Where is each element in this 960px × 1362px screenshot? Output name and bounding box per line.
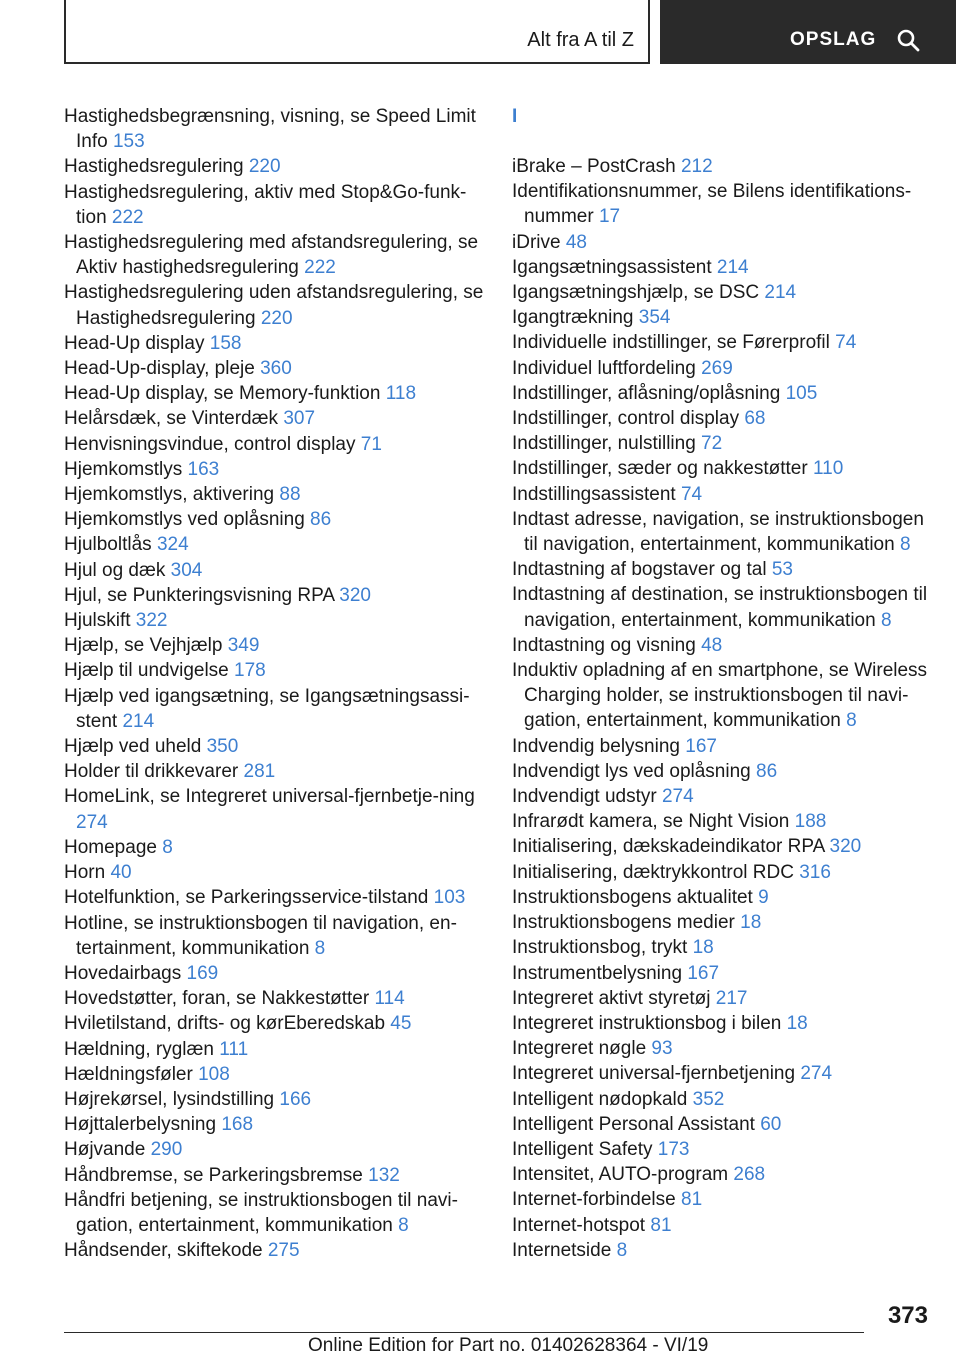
index-entry-text: Indstillinger, sæder og nakkestøtter bbox=[512, 458, 808, 480]
index-entry bbox=[64, 658, 484, 683]
tab-opslag[interactable] bbox=[660, 0, 956, 64]
index-entry-text: Integreret universal-fjernbetjening bbox=[512, 1063, 796, 1085]
page-link[interactable]: 48 bbox=[701, 634, 723, 656]
index-entry bbox=[64, 1188, 484, 1238]
index-entry bbox=[512, 658, 932, 734]
index-entry bbox=[512, 633, 932, 658]
index-entry-text: Head-Up-display, pleje bbox=[64, 358, 255, 380]
page-link[interactable]: 274 bbox=[800, 1063, 833, 1085]
index-entry bbox=[64, 558, 484, 583]
index-entry-text: Hjemkomstlys ved oplåsning bbox=[64, 509, 305, 531]
index-entry bbox=[512, 1061, 932, 1086]
index-entry-text: Intelligent Personal Assistant bbox=[512, 1113, 755, 1135]
index-entry bbox=[64, 1011, 484, 1036]
index-entry bbox=[512, 809, 932, 834]
index-entry bbox=[64, 532, 484, 557]
index-entry bbox=[64, 482, 484, 507]
page-link[interactable]: 105 bbox=[785, 382, 818, 404]
page-link[interactable]: 86 bbox=[310, 509, 332, 531]
page-link[interactable]: 214 bbox=[764, 282, 797, 304]
index-entry bbox=[512, 961, 932, 986]
index-entry-text: Hjul, se Punkteringsvisning RPA bbox=[64, 584, 334, 606]
index-entry bbox=[512, 1011, 932, 1036]
index-entry-text: Instruktionsbogens medier bbox=[512, 912, 735, 934]
page-link[interactable]: 68 bbox=[744, 408, 766, 430]
page-link[interactable]: 320 bbox=[339, 584, 371, 606]
page-link[interactable]: 307 bbox=[283, 408, 316, 430]
index-entry-text: iDrive bbox=[512, 231, 561, 253]
page-link[interactable]: 269 bbox=[701, 357, 733, 379]
index-entry bbox=[512, 860, 932, 885]
index-entry bbox=[512, 1213, 932, 1238]
page-link[interactable]: 274 bbox=[661, 786, 694, 808]
index-entry-text: Højvande bbox=[64, 1139, 146, 1161]
index-entry-text: Head-Up display, se Memory-funktion bbox=[64, 383, 381, 405]
index-column-left bbox=[64, 104, 484, 1263]
index-entry bbox=[64, 759, 484, 784]
tab-opslag-label: OPSLAG bbox=[790, 29, 877, 50]
page-link[interactable]: 168 bbox=[221, 1114, 254, 1136]
tab-az-label: Alt fra A til Z bbox=[527, 29, 634, 51]
index-entry-text: Hjemkomstlys bbox=[64, 458, 183, 480]
index-entry bbox=[64, 457, 484, 482]
page-link[interactable]: 114 bbox=[374, 988, 405, 1010]
index-entry-text: Indvendigt lys ved oplåsning bbox=[512, 760, 751, 782]
index-entry bbox=[512, 1112, 932, 1137]
index-entry bbox=[64, 432, 484, 457]
page-link[interactable]: 212 bbox=[680, 156, 713, 177]
page-link[interactable]: 53 bbox=[771, 559, 793, 581]
index-entry-text: Hældning, ryglæn bbox=[64, 1038, 214, 1060]
index-entry-text: Instrumentbelysning bbox=[512, 962, 683, 984]
page-link[interactable]: 48 bbox=[565, 231, 587, 253]
index-entry-text: Internetside bbox=[512, 1239, 612, 1261]
page-link[interactable]: 18 bbox=[692, 937, 714, 959]
page-link[interactable]: 74 bbox=[680, 483, 703, 505]
footer-edition-text: Online Edition for Part no. 01402628364 - VI/19 bbox=[308, 1335, 709, 1356]
index-entry bbox=[64, 784, 484, 834]
index-entry-text: Integreret instruktionsbog i bilen bbox=[512, 1012, 782, 1034]
index-entry-text: Initialisering, dækskadeindikator RPA bbox=[512, 836, 825, 858]
index-entry-text: Intelligent Safety bbox=[512, 1138, 653, 1160]
page-link[interactable]: 220 bbox=[248, 156, 281, 178]
index-entry-text: Hjælp ved uheld bbox=[64, 736, 202, 758]
index-entry bbox=[512, 784, 932, 809]
index-entry bbox=[512, 381, 932, 406]
page-link[interactable]: 222 bbox=[304, 257, 336, 279]
index-entry bbox=[64, 1087, 484, 1112]
index-entry bbox=[512, 935, 932, 960]
page-link[interactable]: 18 bbox=[740, 912, 762, 934]
index-entry-text: Hældningsføler bbox=[64, 1063, 193, 1085]
page-link[interactable]: 322 bbox=[135, 610, 168, 632]
index-entry bbox=[512, 734, 932, 759]
index-entry-text: Håndbremse, se Parkeringsbremse bbox=[64, 1164, 363, 1186]
index-entry-text: Indstillinger, nulstilling bbox=[512, 433, 696, 455]
page-link[interactable]: 8 bbox=[846, 710, 857, 732]
page-link[interactable]: 220 bbox=[260, 307, 293, 329]
index-entry-text: Indstillinger, aflåsning/oplåsning bbox=[512, 382, 781, 404]
index-entry bbox=[512, 759, 932, 784]
page-link[interactable]: 60 bbox=[760, 1113, 782, 1135]
index-entry bbox=[64, 180, 484, 230]
letter-heading bbox=[512, 104, 932, 154]
index-entry bbox=[64, 230, 484, 280]
page-link[interactable]: 169 bbox=[186, 962, 219, 984]
index-entry bbox=[512, 1238, 932, 1263]
index-entry bbox=[64, 734, 484, 759]
index-entry bbox=[64, 986, 484, 1011]
index-entry-text: Hjælp, se Vejhjælp bbox=[64, 635, 223, 657]
index-entry bbox=[64, 381, 484, 406]
page-link[interactable]: 88 bbox=[279, 484, 301, 506]
index-entry bbox=[64, 1112, 484, 1137]
index-entry-text: Internet-hotspot bbox=[512, 1214, 646, 1236]
header-tab-bar bbox=[64, 0, 956, 66]
index-entry bbox=[64, 507, 484, 532]
index-entry bbox=[512, 986, 932, 1011]
page-link[interactable]: 352 bbox=[692, 1088, 725, 1110]
index-entry bbox=[512, 1162, 932, 1187]
page-link[interactable]: 167 bbox=[685, 735, 717, 757]
page-link[interactable]: 268 bbox=[733, 1164, 766, 1186]
index-entry bbox=[512, 431, 932, 456]
page-link[interactable]: 110 bbox=[812, 458, 844, 480]
page-link[interactable]: 188 bbox=[794, 811, 827, 833]
page-link[interactable]: 17 bbox=[598, 206, 621, 228]
index-entry-text: Hjemkomstlys, aktivering bbox=[64, 484, 275, 506]
index-entry bbox=[512, 1036, 932, 1061]
index-entry bbox=[64, 104, 484, 154]
index-entry-text: Indtastning og visning bbox=[512, 634, 696, 656]
page-link[interactable]: 8 bbox=[162, 836, 173, 858]
index-entry bbox=[512, 1187, 932, 1212]
page-link[interactable]: 222 bbox=[111, 206, 144, 228]
page-link[interactable]: 8 bbox=[616, 1239, 628, 1261]
index-entry-text: Hjul og dæk bbox=[64, 559, 166, 581]
search-icon[interactable] bbox=[896, 28, 920, 52]
index-entry bbox=[512, 557, 932, 582]
index-entry bbox=[512, 456, 932, 481]
index-entry bbox=[512, 1137, 932, 1162]
index-entry-text: Horn bbox=[64, 862, 106, 884]
page-link[interactable]: 8 bbox=[880, 609, 892, 631]
index-entry-text: Indtast adresse, navigation, se instruktionsbogen til navigation, entertainment, kommunikation bbox=[512, 508, 924, 556]
page-link[interactable]: 111 bbox=[219, 1038, 249, 1060]
page-number: 373 bbox=[887, 1302, 928, 1329]
index-entry bbox=[64, 406, 484, 431]
index-entry bbox=[64, 1163, 484, 1188]
index-entry-text: Hastighedsbegrænsning, visning, se Speed Limit Info bbox=[64, 106, 476, 153]
page-link[interactable]: 173 bbox=[657, 1138, 690, 1160]
index-entry-text: Højttalerbelysning bbox=[64, 1114, 217, 1136]
index-entry bbox=[64, 331, 484, 356]
page-link[interactable]: 81 bbox=[681, 1189, 703, 1211]
page-link[interactable]: 93 bbox=[651, 1038, 673, 1060]
page-link[interactable]: 74 bbox=[835, 332, 857, 354]
index-entry bbox=[64, 280, 484, 330]
page-link[interactable]: 158 bbox=[209, 332, 242, 354]
page-link[interactable]: 103 bbox=[433, 887, 466, 909]
index-entry-text: Indvendigt udstyr bbox=[512, 786, 657, 808]
tab-alt-fra-a-til-z[interactable] bbox=[64, 0, 650, 64]
index-entry-text: Identifikationsnummer, se Bilens identifikations-nummer bbox=[512, 181, 912, 228]
index-entry bbox=[64, 860, 484, 885]
index-entry bbox=[512, 507, 932, 557]
index-entry-text: Igangsætningsassistent bbox=[512, 256, 712, 278]
page-link[interactable]: 8 bbox=[314, 937, 326, 959]
index-entry bbox=[512, 280, 932, 305]
page-link[interactable]: 167 bbox=[687, 962, 720, 984]
page-link[interactable]: 81 bbox=[650, 1214, 672, 1236]
page-link[interactable]: 275 bbox=[267, 1240, 300, 1262]
page-link[interactable]: 72 bbox=[701, 433, 723, 455]
index-entry-text: Hjulskift bbox=[64, 610, 131, 632]
index-entry-text: Infrarødt kamera, se Night Vision bbox=[512, 811, 790, 833]
index-entry-text: Henvisningsvindue, control display bbox=[64, 433, 356, 455]
page-link[interactable]: 18 bbox=[786, 1012, 808, 1034]
index-entry-text: Hovedstøtter, foran, se Nakkestøtter bbox=[64, 988, 370, 1010]
index-entry-text: Integreret nøgle bbox=[512, 1038, 647, 1060]
index-entry-text: Holder til drikkevarer bbox=[64, 761, 239, 783]
index-entry-text: Head-Up display bbox=[64, 332, 205, 354]
index-entry bbox=[64, 684, 484, 734]
index-entry bbox=[64, 1137, 484, 1162]
page-link[interactable]: 166 bbox=[279, 1088, 312, 1110]
index-entry-text: Homepage bbox=[64, 836, 157, 858]
index-entry-text: Intensitet, AUTO-program bbox=[512, 1164, 729, 1186]
index-entry bbox=[512, 1087, 932, 1112]
index-entry-text: Indtastning af destination, se instruktionsbogen til navigation, entertainment, kommunikation bbox=[512, 584, 928, 631]
index-entry bbox=[512, 885, 932, 910]
index-entry-text: Igangsætningshjælp, se DSC bbox=[512, 282, 760, 304]
page-link[interactable]: 304 bbox=[170, 559, 203, 581]
index-entry bbox=[512, 230, 932, 255]
index-entry bbox=[512, 482, 932, 507]
index-entry bbox=[512, 154, 932, 179]
page-link[interactable]: 8 bbox=[398, 1214, 409, 1236]
index-entry-text: Individuelle indstillinger, se Førerprofil bbox=[512, 332, 830, 354]
page-link[interactable]: 153 bbox=[112, 131, 145, 153]
index-entry-text: Håndfri betjening, se instruktionsbogen til navi-gation, entertainment, kommunikation bbox=[64, 1189, 458, 1236]
page-link[interactable]: 290 bbox=[150, 1139, 183, 1161]
index-entry-text: Intelligent nødopkald bbox=[512, 1088, 688, 1110]
index-entry-text: Hjælp til undvigelse bbox=[64, 660, 229, 682]
page-link[interactable]: 217 bbox=[715, 987, 748, 1009]
page-link[interactable]: 281 bbox=[243, 761, 276, 783]
index-entry bbox=[64, 961, 484, 986]
index-column-right bbox=[512, 104, 932, 1263]
index-entry-text: Instruktionsbogens aktualitet bbox=[512, 886, 753, 908]
page-link[interactable]: 354 bbox=[638, 307, 671, 329]
index-entry bbox=[512, 179, 932, 229]
index-entry bbox=[64, 1037, 484, 1062]
index-entry-text: Induktiv opladning af en smartphone, se Wireless Charging holder, se instruktionsbogen til navi-gation, entertainment, kommunikation bbox=[512, 660, 928, 732]
index-entry-text: Hastighedsregulering, aktiv med Stop&Go-funk-tion bbox=[64, 181, 467, 228]
index-entry-text: Hotline, se instruktionsbogen til navigation, en-tertainment, kommunikation bbox=[64, 912, 457, 959]
index-entry bbox=[512, 910, 932, 935]
page-link[interactable]: 9 bbox=[758, 886, 769, 908]
page-link[interactable]: 324 bbox=[156, 534, 189, 556]
index-entry-text: Helårsdæk, se Vinterdæk bbox=[64, 408, 279, 430]
index-entry-text: Hviletilstand, drifts- og kørEberedskab bbox=[64, 1013, 386, 1035]
index-entry-text: Hjulboltlås bbox=[64, 534, 152, 556]
index-entry-text: Igangtrækning bbox=[512, 307, 634, 329]
index-entry-text: Individuel luftfordeling bbox=[512, 357, 696, 379]
page-link[interactable]: 214 bbox=[122, 710, 155, 732]
page-link[interactable]: 163 bbox=[187, 458, 220, 480]
index-entry bbox=[64, 583, 484, 608]
page-link[interactable]: 118 bbox=[385, 383, 417, 405]
index-entry-text: Hotelfunktion, se Parkeringsservice-tilstand bbox=[64, 887, 429, 909]
index-entry bbox=[64, 835, 484, 860]
page-link[interactable]: 40 bbox=[110, 862, 132, 884]
index-entry bbox=[512, 582, 932, 632]
page-link[interactable]: 214 bbox=[716, 256, 749, 278]
page-link[interactable]: 360 bbox=[260, 358, 292, 380]
page-link[interactable]: 71 bbox=[360, 433, 382, 455]
page-link[interactable]: 132 bbox=[368, 1164, 400, 1186]
index-entry-text: Håndsender, skiftekode bbox=[64, 1240, 263, 1262]
index-entry-text: Integreret aktivt styretøj bbox=[512, 987, 711, 1009]
index-entry-text: iBrake – PostCrash bbox=[512, 156, 676, 177]
index-entry-text: Højrekørsel, lysindstilling bbox=[64, 1088, 275, 1110]
index-entry bbox=[512, 255, 932, 280]
page-link[interactable]: 316 bbox=[799, 861, 831, 883]
footer-divider bbox=[64, 1332, 864, 1333]
index-entry-text: Indstillinger, control display bbox=[512, 408, 740, 430]
index-entry-text: HomeLink, se Integreret universal-fjernbetje-ning bbox=[64, 786, 475, 808]
index-entry-text: Initialisering, dæktrykkontrol RDC bbox=[512, 861, 794, 883]
index-entry bbox=[64, 1238, 484, 1263]
page-link[interactable]: 349 bbox=[227, 635, 260, 657]
index-entry bbox=[64, 911, 484, 961]
index-entry bbox=[512, 406, 932, 431]
index-entry bbox=[64, 885, 484, 910]
index-entry bbox=[512, 305, 932, 330]
page-link[interactable]: 45 bbox=[390, 1013, 412, 1035]
index-entry bbox=[512, 330, 932, 355]
index-entry-text: Hovedairbags bbox=[64, 962, 182, 984]
index-entry bbox=[512, 834, 932, 859]
index-entry bbox=[64, 356, 484, 381]
page-link[interactable]: 108 bbox=[198, 1063, 230, 1085]
page-link[interactable]: 350 bbox=[206, 736, 239, 758]
page-link[interactable]: 178 bbox=[234, 660, 266, 682]
index-entry-text: Instruktionsbog, trykt bbox=[512, 937, 688, 959]
letter-heading-label: I bbox=[512, 106, 518, 127]
index-entry-text: Hjælp ved igangsætning, se Igangsætningsassi-stent bbox=[64, 685, 470, 732]
page-link[interactable]: 320 bbox=[829, 836, 862, 858]
index-entry-text: Hastighedsregulering uden afstandsregulering, se Hastighedsregulering bbox=[64, 282, 484, 329]
index-entry-text: Indvendig belysning bbox=[512, 735, 680, 757]
index-entry bbox=[512, 356, 932, 381]
index-entry-text: Indtastning af bogstaver og tal bbox=[512, 559, 767, 581]
index-entry-text: Hastighedsregulering bbox=[64, 156, 244, 178]
index-entry bbox=[64, 608, 484, 633]
page-link[interactable]: 8 bbox=[899, 534, 911, 556]
index-entry-text: Internet-forbindelse bbox=[512, 1189, 676, 1211]
index-entry bbox=[64, 1062, 484, 1087]
page-link[interactable]: 274 bbox=[76, 811, 108, 833]
page-link[interactable]: 86 bbox=[756, 760, 778, 782]
index-entry-text: Hastighedsregulering med afstandsregulering, se Aktiv hastighedsregulering bbox=[64, 232, 479, 279]
index-entry bbox=[64, 154, 484, 179]
index-entry-text: Indstillingsassistent bbox=[512, 483, 676, 505]
index-entry bbox=[64, 633, 484, 658]
